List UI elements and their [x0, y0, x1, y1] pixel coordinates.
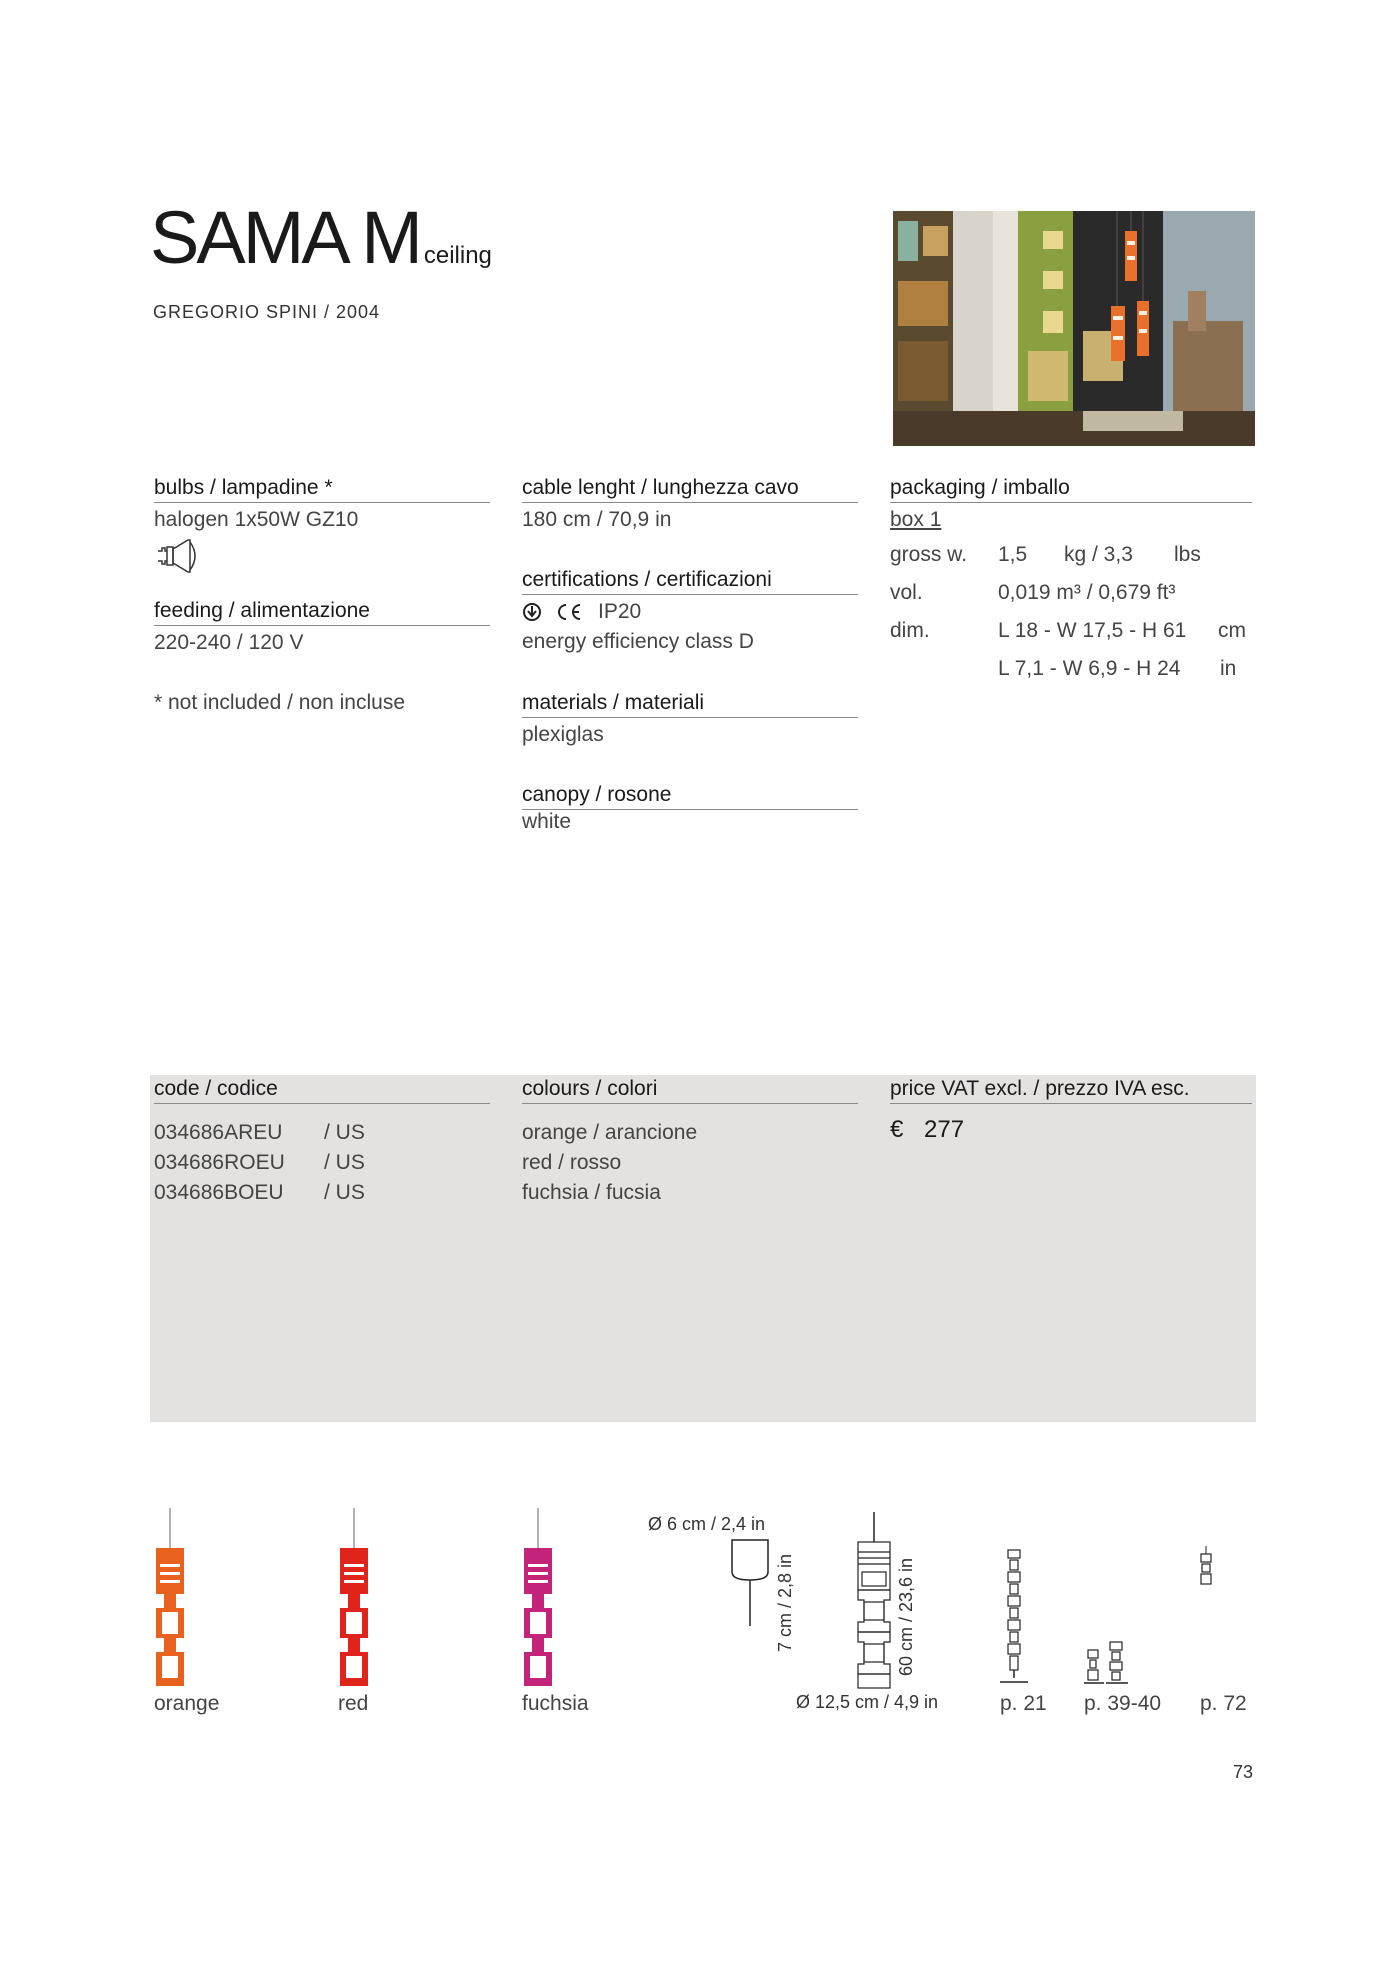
dim-label: dim.	[890, 619, 930, 642]
table-row	[154, 1148, 285, 1178]
fuchsia-lamp-illustration	[518, 1508, 558, 1688]
us-cell: / US	[324, 1151, 365, 1174]
ref-page-39-40[interactable]: p. 39-40	[1084, 1692, 1162, 1715]
bulb-icon	[154, 537, 202, 575]
dim-in-unit: in	[1220, 657, 1237, 680]
bulb-note: * not included / non incluse	[154, 691, 406, 714]
canopy-header: canopy / rosone	[522, 782, 858, 810]
code-header: code / codice	[154, 1076, 490, 1104]
packaging-header: packaging / imballo	[890, 475, 1252, 503]
code-cell: 034686AREU	[154, 1121, 283, 1144]
cable-header: cable lenght / lunghezza cavo	[522, 475, 858, 503]
ref-page-72[interactable]: p. 72	[1200, 1692, 1247, 1715]
packaging-block	[890, 475, 1252, 535]
price-header: price VAT excl. / prezzo IVA esc.	[890, 1076, 1252, 1104]
product-photo	[893, 211, 1255, 446]
product-name: SAMA M	[150, 196, 420, 279]
colours-header: colours / colori	[522, 1076, 858, 1104]
us-cell: / US	[324, 1181, 365, 1204]
code-cell: 034686ROEU	[154, 1151, 285, 1174]
product-type: ceiling	[423, 242, 492, 269]
canopy-diameter: Ø 6 cm / 2,4 in	[648, 1514, 766, 1534]
colour-cell: red / rosso	[522, 1151, 622, 1174]
dim-cm-unit: cm	[1218, 619, 1246, 642]
cert-mark-icon	[522, 602, 542, 622]
variant-label-red: red	[338, 1692, 369, 1715]
certifications-row	[522, 597, 858, 627]
product-title	[150, 198, 492, 296]
price-value	[890, 1116, 964, 1144]
colours-column	[522, 1076, 858, 1104]
feeding-header: feeding / alimentazione	[154, 598, 490, 626]
ce-mark-icon	[554, 602, 584, 622]
dim-cm: L 18 - W 17,5 - H 61	[998, 619, 1187, 642]
price-column	[890, 1076, 1252, 1104]
cable-block	[522, 475, 858, 535]
us-cell: / US	[324, 1121, 365, 1144]
materials-value: plexiglas	[522, 723, 604, 746]
ref-page-21[interactable]: p. 21	[1000, 1692, 1047, 1715]
certifications-block	[522, 567, 858, 657]
certifications-header: certifications / certificazioni	[522, 567, 858, 595]
gross-lbs-unit: lbs	[1174, 543, 1201, 566]
gross-label: gross w.	[890, 543, 968, 566]
vol-label: vol.	[890, 581, 923, 604]
canopy-block	[522, 782, 858, 834]
orange-lamp-illustration	[150, 1508, 190, 1688]
page-number: 73	[1233, 1762, 1254, 1782]
materials-block	[522, 690, 858, 750]
energy-class: energy efficiency class D	[522, 630, 754, 653]
bulbs-block	[154, 475, 490, 575]
gross-kg-unit: kg / 3,3	[1064, 543, 1133, 566]
dim-in: L 7,1 - W 6,9 - H 24	[998, 657, 1181, 680]
variant-label-orange: orange	[154, 1692, 220, 1715]
designer-credit: GREGORIO SPINI / 2004	[153, 302, 381, 322]
currency-symbol: €	[890, 1116, 904, 1143]
bulbs-value: halogen 1x50W GZ10	[154, 508, 359, 531]
variant-label-fuchsia: fuchsia	[522, 1692, 589, 1715]
cable-value: 180 cm / 70,9 in	[522, 508, 672, 531]
feeding-block	[154, 598, 490, 658]
lamp-outline-drawing	[852, 1512, 896, 1692]
feeding-value: 220-240 / 120 V	[154, 631, 304, 654]
materials-header: materials / materiali	[522, 690, 858, 718]
price-table	[150, 1075, 1256, 1422]
price-amount: 277	[924, 1116, 965, 1143]
canopy-height: 7 cm / 2,8 in	[775, 1553, 795, 1652]
canopy-value: white	[522, 810, 572, 833]
red-lamp-illustration	[334, 1508, 374, 1688]
colour-cell: orange / arancione	[522, 1121, 698, 1144]
vol-value: 0,019 m³ / 0,679 ft³	[998, 581, 1176, 604]
lamp-diameter: Ø 12,5 cm / 4,9 in	[796, 1692, 939, 1712]
bulbs-header: bulbs / lampadine *	[154, 475, 490, 503]
ref-table-lamps-icon	[1082, 1640, 1130, 1686]
packaging-box: box 1	[890, 508, 942, 531]
ref-floor-lamp-icon	[998, 1548, 1030, 1684]
code-cell: 034686BOEU	[154, 1181, 284, 1204]
canopy-drawing	[730, 1538, 774, 1628]
lamp-height: 60 cm / 23,6 in	[896, 1557, 916, 1676]
ref-small-lamp-icon	[1198, 1546, 1214, 1588]
table-row	[154, 1178, 284, 1208]
table-row	[154, 1118, 282, 1148]
gross-kg: 1,5	[998, 543, 1028, 566]
code-column	[154, 1076, 490, 1104]
ip-rating: IP20	[598, 600, 642, 623]
colour-cell: fuchsia / fucsia	[522, 1181, 661, 1204]
